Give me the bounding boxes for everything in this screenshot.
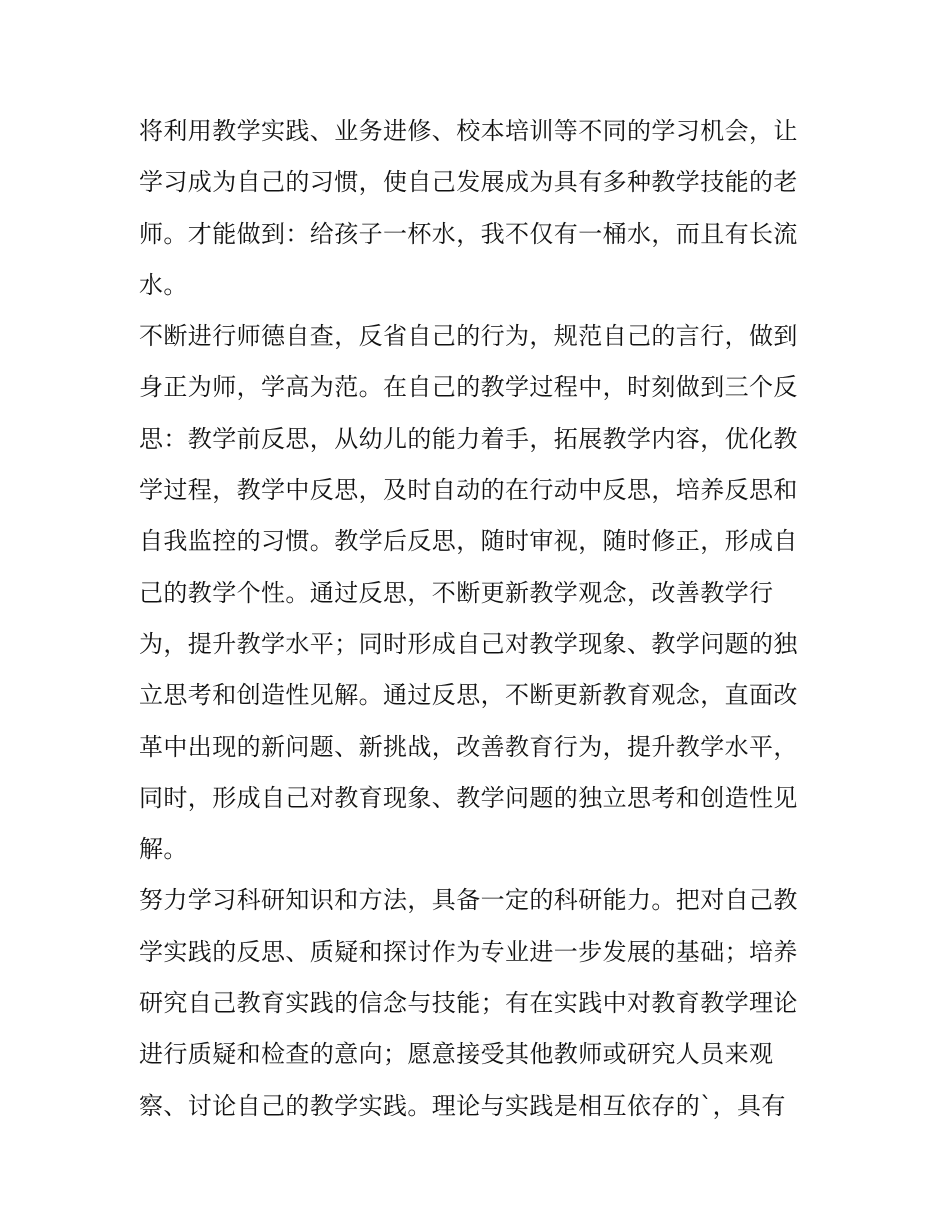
- text-line: 学过程，教学中反思，及时自动的在行动中反思，培养反思和: [139, 476, 798, 505]
- text-line: 革中出现的新问题、新挑战，改善教育行为，提升教学水平，: [139, 732, 798, 761]
- text-line: 解。: [139, 835, 188, 864]
- text-line: 学习成为自己的习惯，使自己发展成为具有多种教学技能的老: [139, 168, 798, 197]
- text-line: 研究自己教育实践的信念与技能；有在实践中对教育教学理论: [139, 989, 798, 1018]
- text-line: 身正为师，学高为范。在自己的教学过程中，时刻做到三个反: [139, 373, 798, 402]
- text-line: 努力学习科研知识和方法，具备一定的科研能力。把对自己教: [139, 886, 798, 915]
- text-line: 己的教学个性。通过反思，不断更新教学观念，改善教学行: [139, 578, 774, 607]
- text-line: 师。才能做到：给孩子一杯水，我不仅有一桶水，而且有长流: [139, 219, 798, 248]
- text-line: 自我监控的习惯。教学后反思，随时审视，随时修正，形成自: [139, 527, 798, 556]
- text-line: 察、讨论自己的教学实践。理论与实践是相互依存的`，具有: [139, 1091, 786, 1120]
- document-body: [139, 106, 829, 1132]
- text-line: 思：教学前反思，从幼儿的能力着手，拓展教学内容，优化教: [139, 424, 798, 453]
- text-line: 不断进行师德自查，反省自己的行为，规范自己的言行，做到: [139, 322, 798, 351]
- text-line: 水。: [139, 270, 188, 299]
- text-line: 学实践的反思、质疑和探讨作为专业进一步发展的基础；培养: [139, 937, 798, 966]
- text-line: 进行质疑和检查的意向；愿意接受其他教师或研究人员来观: [139, 1040, 774, 1069]
- text-line: 立思考和创造性见解。通过反思，不断更新教育观念，直面改: [139, 681, 798, 710]
- text-line: 为，提升教学水平；同时形成自己对教学现象、教学问题的独: [139, 629, 798, 658]
- text-line: 同时，形成自己对教育现象、教学问题的独立思考和创造性见: [139, 783, 798, 812]
- text-line: 将利用教学实践、业务进修、校本培训等不同的学习机会，让: [139, 117, 798, 145]
